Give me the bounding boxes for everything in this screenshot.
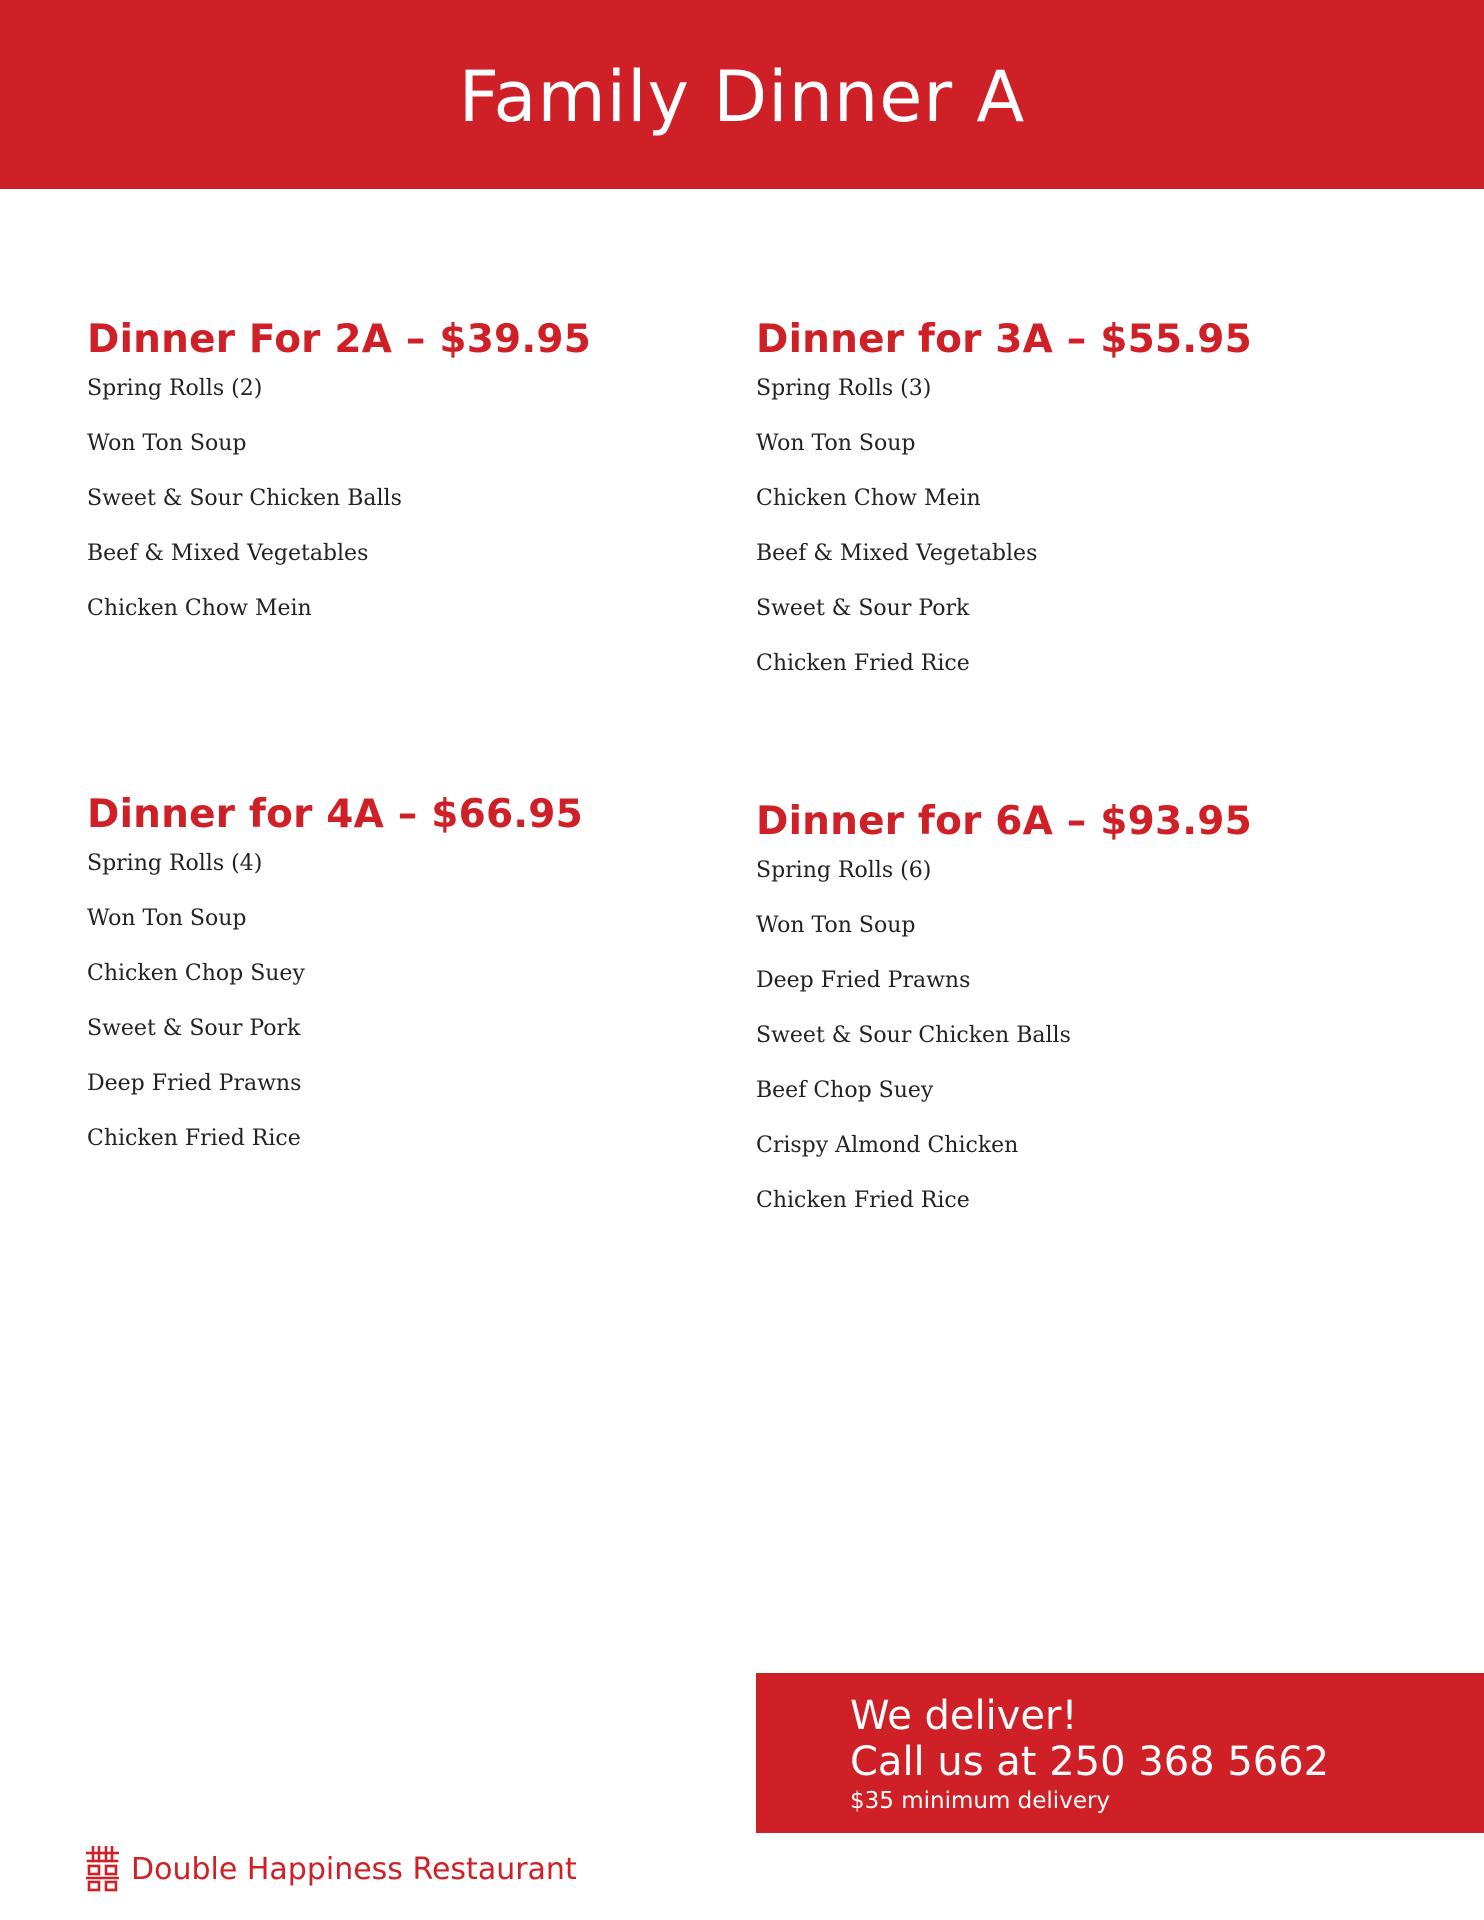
list-item: Chicken Fried Rice (756, 651, 970, 676)
delivery-headline: We deliver! (850, 1693, 1078, 1739)
list-item: Spring Rolls (6) (756, 858, 932, 883)
delivery-minimum-note: $35 minimum delivery (850, 1788, 1111, 1814)
list-item: Sweet & Sour Pork (756, 596, 970, 621)
list-item: Deep Fried Prawns (756, 968, 971, 993)
list-item: Spring Rolls (2) (87, 376, 263, 401)
section-heading: Dinner for 6A – $93.95 (756, 799, 1252, 844)
double-happiness-icon (86, 1846, 119, 1892)
section-heading: Dinner for 3A – $55.95 (756, 317, 1252, 362)
list-item: Chicken Chop Suey (87, 961, 305, 986)
list-item: Won Ton Soup (87, 906, 247, 931)
menu-section-dinner-6a (756, 794, 1396, 1239)
brand-name: Double Happiness Restaurant (131, 1851, 577, 1887)
list-item: Beef & Mixed Vegetables (756, 541, 1038, 566)
item-list (87, 847, 727, 1177)
menu-section-dinner-3a (756, 312, 1396, 702)
list-item: Sweet & Sour Pork (87, 1016, 301, 1041)
delivery-banner (756, 1673, 1484, 1833)
list-item: Chicken Chow Mein (87, 596, 312, 621)
list-item: Spring Rolls (3) (756, 376, 932, 401)
section-heading: Dinner For 2A – $39.95 (87, 317, 592, 362)
item-list (756, 372, 1396, 702)
list-item: Won Ton Soup (756, 913, 916, 938)
menu-section-dinner-4a (87, 787, 727, 1177)
list-item: Chicken Fried Rice (756, 1188, 970, 1213)
list-item: Spring Rolls (4) (87, 851, 263, 876)
item-list (756, 854, 1396, 1239)
item-list (87, 372, 727, 647)
list-item: Chicken Chow Mein (756, 486, 981, 511)
section-heading: Dinner for 4A – $66.95 (87, 792, 583, 837)
delivery-phone: Call us at 250 368 5662 (850, 1739, 1330, 1785)
list-item: Beef & Mixed Vegetables (87, 541, 369, 566)
page-title: Family Dinner A (458, 55, 1026, 138)
menu-section-dinner-2a (87, 312, 727, 647)
list-item: Beef Chop Suey (756, 1078, 934, 1103)
list-item: Won Ton Soup (87, 431, 247, 456)
list-item: Chicken Fried Rice (87, 1126, 301, 1151)
list-item: Sweet & Sour Chicken Balls (756, 1023, 1071, 1048)
list-item: Won Ton Soup (756, 431, 916, 456)
list-item: Sweet & Sour Chicken Balls (87, 486, 402, 511)
list-item: Deep Fried Prawns (87, 1071, 302, 1096)
list-item: Crispy Almond Chicken (756, 1133, 1019, 1158)
brand-footer (86, 1846, 577, 1892)
